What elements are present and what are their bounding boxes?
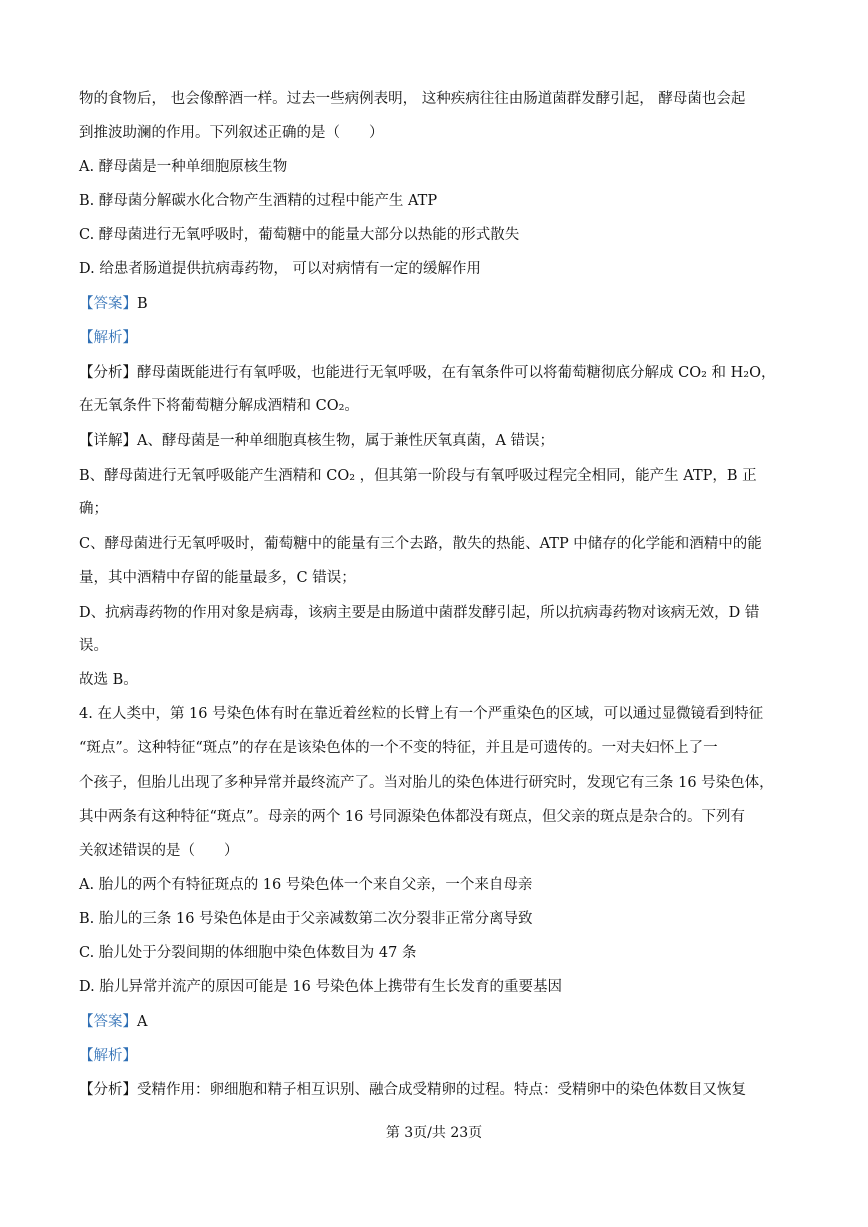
option-a: A. 酵母菌是一种单细胞原核生物 [79, 159, 288, 175]
option-b: B. 胎儿的三条 16 号染色体是由于父亲减数第二次分裂非正常分离导致 [79, 911, 533, 927]
analysis-line [79, 327, 137, 349]
option-d: D. 给患者肠道提供抗病毒药物， 可以对病情有一定的缓解作用 [79, 261, 481, 277]
page-footer: 第 3页/共 23页 [385, 1125, 483, 1141]
question-4-line: 4. 在人类中，第 16 号染色体有时在靠近着丝粒的长臂上有一个严重染色的区域，可以通过显微镜看到特征 [79, 706, 764, 722]
text-line: C、酵母菌进行无氧呼吸时，葡萄糖中的能量有三个去路，散失的热能、ATP 中储存的化学能和酒精中的能 [79, 536, 762, 552]
answer-value: A [137, 1014, 148, 1030]
text-line: 其中两条有这种特征“斑点”。母亲的两个 16 号同源染色体都没有斑点，但父亲的斑点是杂合的。下列有 [79, 809, 745, 825]
answer-line [79, 1011, 147, 1033]
text-line: 物的食物后， 也会像醉酒一样。过去一些病例表明， 这种疾病往往由肠道菌群发酵引起， 酵母菌也会起 [79, 91, 746, 107]
answer-tag: 【答案】 [79, 1014, 137, 1030]
text-line: 关叙述错误的是（ ） [79, 843, 239, 859]
text-line: B、酵母菌进行无氧呼吸能产生酒精和 CO₂ ，但其第一阶段与有氧呼吸过程完全相同，能产生 ATP，B 正 [79, 468, 757, 484]
text-line: 【详解】A、酵母菌是一种单细胞真核生物，属于兼性厌氧真菌，A 错误； [79, 433, 555, 449]
answer-tag: 【答案】 [79, 296, 137, 312]
analysis-line [79, 1045, 137, 1067]
analysis-tag: 【解析】 [79, 330, 137, 346]
text-line: 【分析】受精作用：卵细胞和精子相互识别、融合成受精卵的过程。特点：受精卵中的染色体数目又恢复 [79, 1082, 746, 1098]
text-line: “斑点”。这种特征“斑点”的存在是该染色体的一个不变的特征，并且是可遗传的。一对夫妇怀上了一 [79, 740, 718, 756]
text-line: 故选 B。 [79, 672, 138, 688]
answer-value: B [137, 296, 148, 312]
text-line: 量，其中酒精中存留的能量最多，C 错误； [79, 570, 356, 586]
text-line: D、抗病毒药物的作用对象是病毒，该病主要是由肠道中菌群发酵引起，所以抗病毒药物对该病无效，D 错 [79, 605, 760, 621]
text-line: 到推波助澜的作用。下列叙述正确的是（ ） [79, 125, 384, 141]
text-line: 误。 [79, 638, 108, 654]
option-c: C. 胎儿处于分裂间期的体细胞中染色体数目为 47 条 [79, 945, 417, 961]
option-b: B. 酵母菌分解碳水化合物产生酒精的过程中能产生 ATP [79, 193, 438, 209]
option-d: D. 胎儿异常并流产的原因可能是 16 号染色体上携带有生长发育的重要基因 [79, 979, 562, 995]
text-line: 【分析】酵母菌既能进行有氧呼吸，也能进行无氧呼吸，在有氧条件可以将葡萄糖彻底分解成 CO₂ 和 H₂O， [79, 365, 776, 381]
text-line: 在无氧条件下将葡萄糖分解成酒精和 CO₂。 [79, 398, 359, 414]
option-a: A. 胎儿的两个有特征斑点的 16 号染色体一个来自父亲，一个来自母亲 [79, 877, 533, 893]
text-line: 确； [79, 501, 108, 517]
text-line: 个孩子，但胎儿出现了多种异常并最终流产了。当对胎儿的染色体进行研究时，发现它有三条 16 号染色体， [79, 775, 774, 791]
answer-line [79, 293, 148, 315]
analysis-tag: 【解析】 [79, 1048, 137, 1064]
option-c: C. 酵母菌进行无氧呼吸时，葡萄糖中的能量大部分以热能的形式散失 [79, 227, 520, 243]
